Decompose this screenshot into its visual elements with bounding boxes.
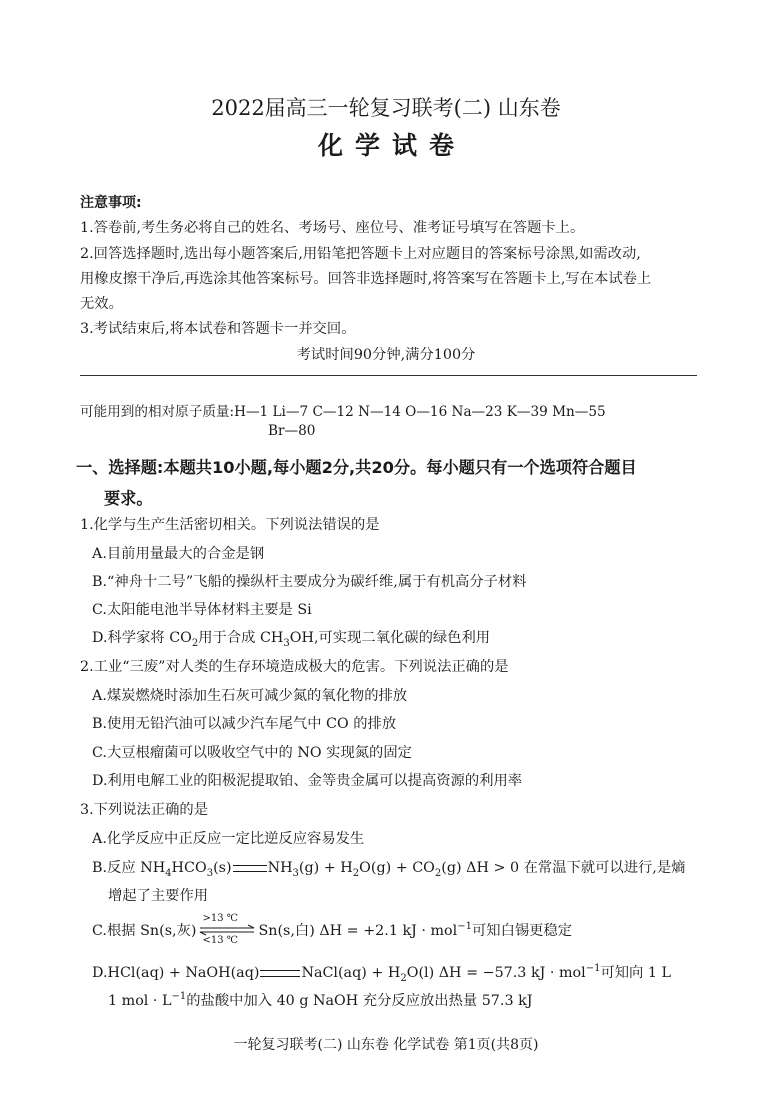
question-3-stem: 3.下列说法正确的是 <box>80 802 209 818</box>
question-2-stem: 2.工业“三废”对人类的生存环境造成极大的危害。下列说法正确的是 <box>80 659 509 675</box>
question-2-option-a: A.煤炭燃烧时添加生石灰可减少氮的氧化物的排放 <box>92 688 408 704</box>
section-heading-cont: 要求。 <box>104 489 153 508</box>
question-1-stem: 1.化学与生产生活密切相关。下列说法错误的是 <box>80 517 380 533</box>
question-3-option-a: A.化学反应中正反应一定比逆反应容易发生 <box>92 831 365 847</box>
question-1-option-a: A.目前用量最大的合金是钢 <box>92 546 265 562</box>
page-footer: 一轮复习联考(二) 山东卷 化学试卷 第1页(共8页) <box>233 1037 539 1053</box>
atomic-masses: 可能用到的相对原子质量:H—1 Li—7 C—12 N—14 O—16 Na—23 K—39 Mn—55 <box>80 404 606 420</box>
question-3-option-d-cont: 1 mol · $L^{-1}$的盐酸中加入 40 g NaOH 充分反应放出热量 57.3 kJ <box>108 991 533 1009</box>
divider-rule <box>80 375 697 376</box>
question-1-option-d: D.科学家将 $CO_2$用于合成 $CH_3OH$,可实现二氧化碳的绿色利用 <box>92 630 491 649</box>
notice-item-2-end: 无效。 <box>80 296 123 312</box>
question-1-option-c: C.太阳能电池半导体材料主要是 Si <box>92 602 312 618</box>
exam-title: 2022届高三一轮复习联考(二) 山东卷 <box>211 96 561 120</box>
section-heading: 一、选择题:本题共10小题,每小题2分,共20分。每小题只有一个选项符合题目 <box>76 458 637 477</box>
question-2-option-b: B.使用无铅汽油可以减少汽车尾气中 CO 的排放 <box>92 716 397 732</box>
question-3-option-d: D.HCl(aq) + NaOH(aq) NaCl(aq) + $H_2O(l) \Delta H = -57.3$ kJ · mol$^{-1}$可知向 1 L <box>92 963 672 984</box>
equals-sign-icon <box>233 865 267 872</box>
question-1-option-b: B.“神舟十二号”飞船的操纵杆主要成分为碳纤维,属于有机高分子材料 <box>92 574 527 590</box>
question-2-option-c: C.大豆根瘤菌可以吸收空气中的 NO 实现氮的固定 <box>92 745 412 761</box>
notice-item-1: 1.答卷前,考生务必将自己的姓名、考场号、座位号、准考证号填写在答题卡上。 <box>80 220 585 236</box>
question-3-option-b-cont: 增起了主要作用 <box>108 888 209 904</box>
question-3-option-c: C.根据 Sn(s,灰) >13 ℃ <13 ℃ Sn(s,白) ΔH = +2.1 kJ · mol$^{-1}$可知白锡更稳定 <box>92 913 573 946</box>
subject-title: 化学试卷 <box>317 131 466 160</box>
notice-heading: 注意事项: <box>80 195 142 211</box>
exam-time-info: 考试时间90分钟,满分100分 <box>296 347 476 363</box>
question-2-option-d: D.利用电解工业的阳极泥提取铂、金等贵金属可以提高资源的利用率 <box>92 773 523 789</box>
question-3-option-b: B.反应 $NH_4HCO_3(s) NH_3(g) + H_2O(g) + CO_2(g) \Delta H > 0$ 在常温下就可以进行,是熵 <box>92 860 686 879</box>
notice-item-3: 3.考试结束后,将本试卷和答题卡一并交回。 <box>80 321 356 337</box>
notice-item-2-cont: 用橡皮擦干净后,再选涂其他答案标号。回答非选择题时,将答案写在答题卡上,写在本试卷上 <box>80 271 652 287</box>
reversible-arrow-icon: >13 ℃ <13 ℃ <box>198 922 256 940</box>
equals-sign-icon <box>260 970 300 977</box>
notice-item-2: 2.回答选择题时,选出每小题答案后,用铅笔把答题卡上对应题目的答案标号涂黑,如需改动, <box>80 246 641 262</box>
atomic-masses-cont: Br—80 <box>268 423 316 439</box>
